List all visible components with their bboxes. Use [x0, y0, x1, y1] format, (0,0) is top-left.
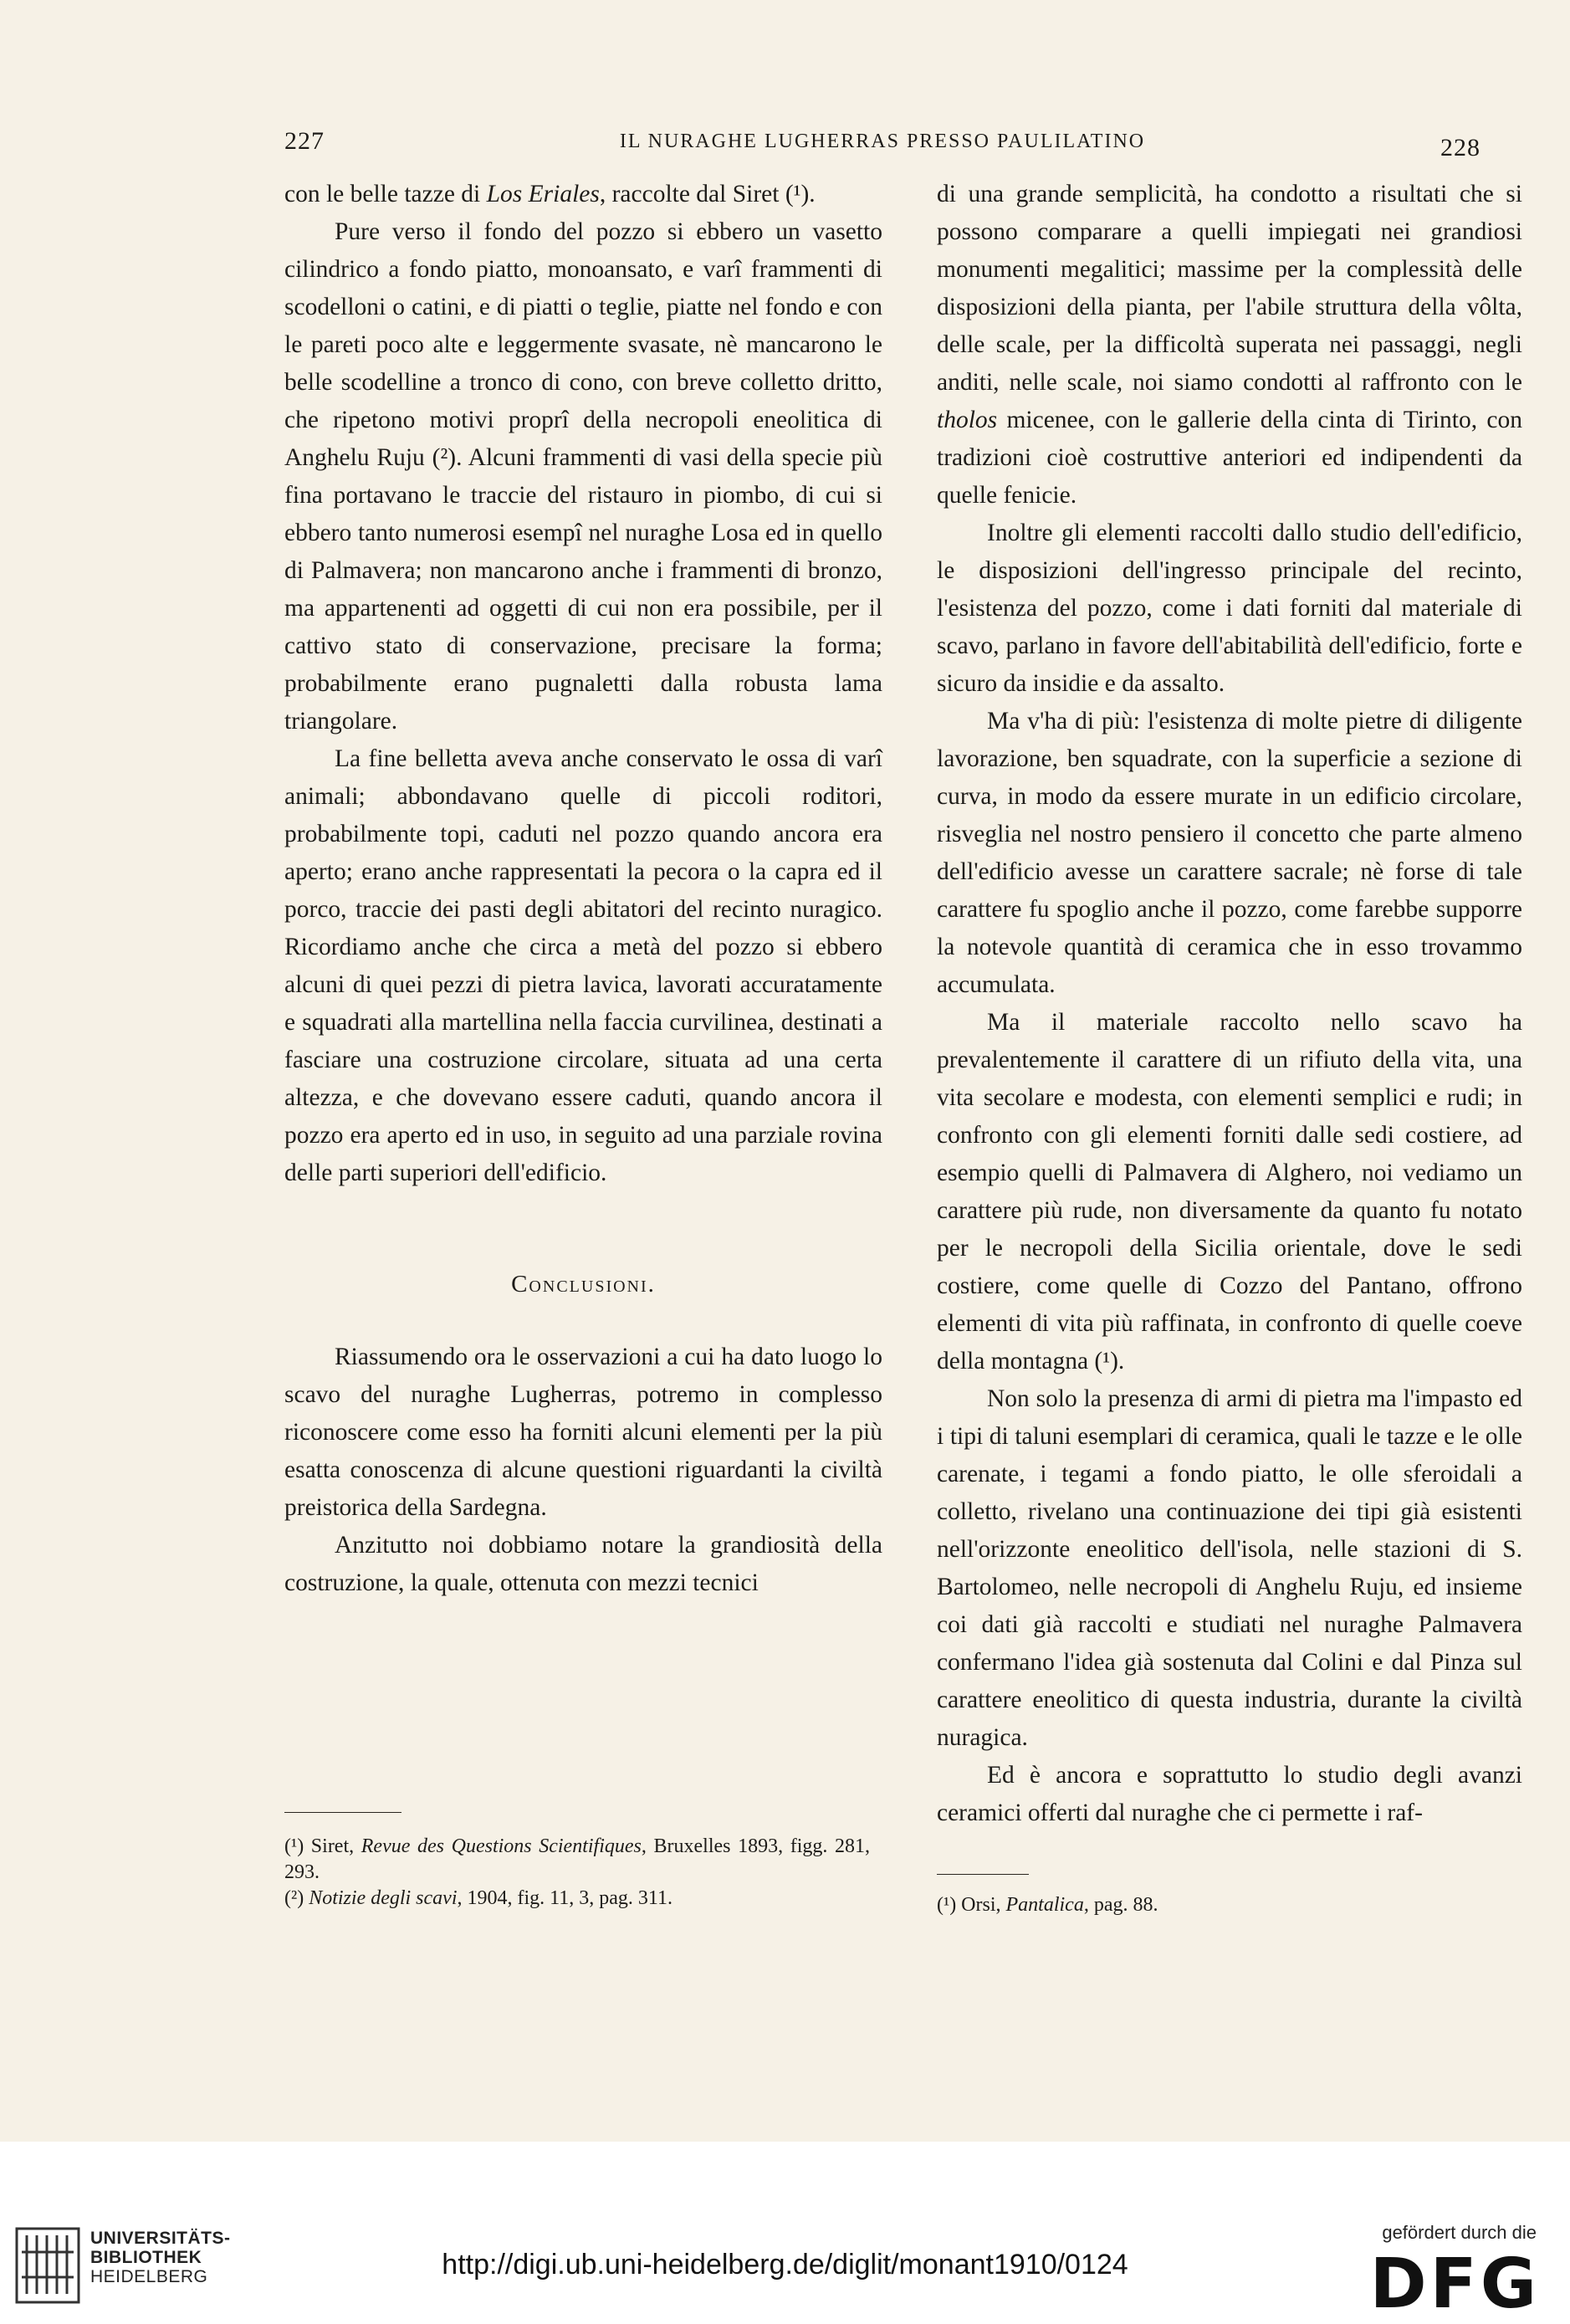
digitization-footer — [0, 2142, 1570, 2324]
footnote: (²) Notizie degli scavi, 1904, fig. 11, 3, pag. 311. — [284, 1887, 673, 1909]
page-number-left: 227 — [284, 127, 325, 155]
footnotes-left — [284, 1834, 870, 1912]
paragraph: Ma il materiale raccolto nello scavo ha prevalentemente il carattere di un rifiuto della vita, una vita secolare e modesta, con elementi semplici e rudi; in confronto con gli elementi forniti dalle sedi costiere, ad esempio quelli di Palmavera di Alghero, noi vediamo un carattere più rude, non diversamente da quanto fu notato per le necropoli della Sicilia orientale, dove le sedi costiere, come quelle di Cozzo del Pantano, offrono elementi di vita più raffinata, in confronto di quelle coeve della montagna (¹). — [937, 1009, 1522, 1374]
running-title: IL NURAGHE LUGHERRAS PRESSO PAULILATINO — [619, 131, 1146, 152]
paragraph: Anzitutto noi dobbiamo notare la grandiosità della costruzione, la quale, ottenuta con mezzi tecnici — [284, 1532, 882, 1596]
library-name: UNIVERSITÄTS- BIBLIOTHEK HEIDELBERG — [90, 2229, 231, 2286]
left-column — [284, 176, 882, 1602]
funding-label: gefördert durch die — [1382, 2222, 1537, 2243]
paragraph: Ed è ancora e soprattutto lo studio degli avanzi ceramici offerti dal nuraghe che ci permette i raf- — [937, 1762, 1522, 1826]
paragraph: Riassumendo ora le osservazioni a cui ha dato luogo lo scavo del nuraghe Lugherras, potremo in complesso riconoscere come esso ha forniti alcuni elementi per la più esatta conoscenza di alcune questioni riguardanti la civiltà preistorica della Sardegna. — [284, 1344, 882, 1521]
right-column — [937, 176, 1522, 1832]
footnote: (¹) Orsi, Pantalica, pag. 88. — [937, 1894, 1158, 1916]
dfg-logo: DFG — [1369, 2245, 1540, 2324]
paragraph: con le belle tazze di Los Eriales, raccolte dal Siret (¹). — [284, 181, 816, 207]
paragraph: Pure verso il fondo del pozzo si ebbero un vasetto cilindrico a fondo piatto, monoansato, e varî frammenti di scodelloni o catini, e di piatti o teglie, piatte nel fondo e con le pareti poco alte e leggermente svasate, nè mancarono le belle scodelline a tronco di cono, con breve colletto dritto, che ripetono motivi proprî della necropoli eneolitica di Anghelu Ruju (²). Alcuni frammenti di vasi della specie più fina portavano le traccie del ristauro in piombo, di cui si ebbero tanto numerosi esempî nel nuraghe Losa ed in quello di Palmavera; non mancarono anche i frammenti di bronzo, ma appartenenti ad oggetti di cui non era possibile, per il cattivo stato di conservazione, precisare la forma; probabilmente erano pugnaletti dalla robusta lama triangolare. — [284, 218, 882, 735]
section-heading: Conclusioni. — [511, 1271, 656, 1298]
running-head — [284, 127, 1481, 161]
footnote-rule — [284, 1812, 401, 1813]
paragraph: Ma v'ha di più: l'esistenza di molte pietre di diligente lavorazione, ben squadrate, con la superficie a sezione di curva, in modo da essere murate in un edificio circolare, risveglia nel nostro pensiero il concetto che parte almeno dell'edificio avesse un carattere sacrale; nè forse di tale carattere fu spoglio anche il pozzo, come farebbe supporre la notevole quantità di ceramica che in esso trovammo accumulata. — [937, 708, 1522, 998]
paragraph: di una grande semplicità, ha condotto a risultati che si possono comparare a quelli impiegati nei grandiosi monumenti megalitici; massime per la complessità delle disposizioni della pianta, per l'abile struttura della vôlta, delle scale, per la difficoltà superata nei passaggi, negli anditi, nelle scale, noi siamo condotti al raffronto con le tholos micenee, con le gallerie della cinta di Tirinto, con tradizioni cioè costruttive anteriori ed indipendenti da quelle fenicie. — [937, 181, 1522, 509]
paragraph: Non solo la presenza di armi di pietra ma l'impasto ed i tipi di taluni esemplari di ceramica, quali le tazze e le olle carenate, i tegami a fondo piatto, le olle sferoidali a colletto, rivelano una continuazione dei tipi già esistenti nell'orizzonte eneolitico dell'isola, nelle stazioni di S. Bartolomeo, nelle necropoli di Anghelu Ruju, ed insieme coi dati già raccolti e studiati nel nuraghe Palmavera confermano l'idea già sostenuta dal Colini e dal Pinza sul carattere eneolitico di questa industria, durante la civiltà nuragica. — [937, 1385, 1522, 1751]
footnotes-right — [937, 1892, 1522, 1918]
permalink[interactable]: http://digi.ub.uni-heidelberg.de/diglit/monant1910/0124 — [442, 2249, 1128, 2280]
page-number-right: 228 — [1440, 134, 1481, 161]
paragraph: Inoltre gli elementi raccolti dallo studio dell'edificio, le disposizioni dell'ingresso principale del recinto, l'esistenza del pozzo, come i dati forniti dal materiale di scavo, parlano in favore dell'abitabilità dell'edificio, forte e sicuro da insidie e da assalto. — [937, 520, 1522, 697]
footnote: (¹) Siret, Revue des Questions Scientifiques, Bruxelles 1893, figg. 281, 293. — [284, 1835, 871, 1883]
footnote-rule — [937, 1874, 1029, 1875]
paragraph: La fine belletta aveva anche conservato le ossa di varî animali; abbondavano quelle di piccoli roditori, probabilmente topi, caduti nel pozzo quando ancora era aperto; erano anche rappresentati la pecora o la capra ed il porco, traccie dei pasti degli abitatori del recinto nuragico. Ricordiamo anche che circa a metà del pozzo si ebbero alcuni di quei pezzi di pietra lavica, lavorati accuratamente e squadrati alla martellina nella faccia curvilinea, destinati a fasciare una costruzione circolare, situata ad una certa altezza, e che dovevano essere caduti, quando ancora il pozzo era aperto ed in uso, in seguito ad una parziale rovina delle parti superiori dell'edificio. — [284, 745, 882, 1186]
